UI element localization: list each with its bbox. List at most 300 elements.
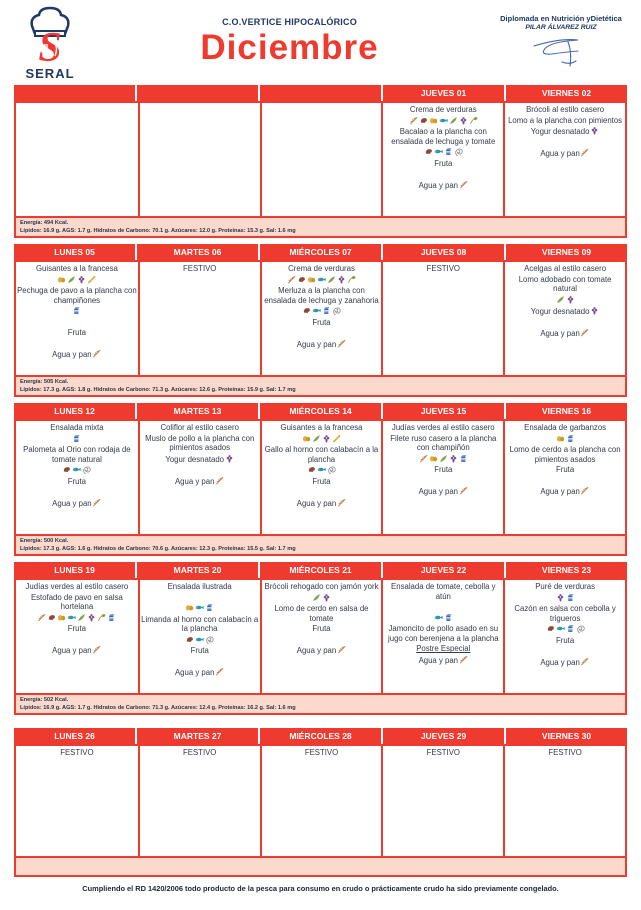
credential-line: Diplomada en Nutrición yDietética	[500, 14, 622, 23]
menu-line	[384, 602, 502, 612]
dish-text: Brócoli al estilo casero	[526, 105, 605, 114]
day-cell	[260, 746, 382, 856]
menu-line	[17, 264, 137, 274]
allergen-icon-row	[17, 306, 137, 317]
allergen-icon-row	[384, 147, 502, 158]
menu-line	[141, 264, 259, 274]
egg-icon	[57, 613, 66, 622]
menu-line	[506, 604, 624, 623]
menu-line	[506, 748, 624, 758]
day-cell-row	[14, 419, 627, 534]
gluten-icon	[92, 349, 101, 358]
menu-line	[141, 657, 259, 667]
nutrition-detail: Lípidos: 17.3 g. AGS: 1.8 g. Hidratos de Carbono: 71.3 g. Azúcares: 12.6 g. Proteínas: 15.9 g. Sal: 1.7 mg	[20, 386, 296, 393]
menu-line	[17, 349, 137, 360]
mollusc-icon	[332, 306, 341, 315]
menu-line	[506, 306, 624, 317]
day-header: JUEVES 01	[383, 85, 504, 101]
allergen-icon-row	[17, 613, 137, 624]
day-cell	[381, 262, 503, 375]
dish-text: Yogur desnatado	[530, 127, 590, 136]
menu-line	[141, 615, 259, 634]
dish-text: Fruta	[434, 158, 453, 168]
egg-icon	[307, 275, 316, 284]
crustacean-icon	[47, 613, 56, 622]
nutrition-energy: Energía: 494 Kcal.	[20, 220, 69, 226]
dish-text: Judías verdes al estilo casero	[25, 582, 129, 592]
dish-text: Guisantes a la francesa	[35, 264, 118, 274]
nutrition-energy: Energía: 500 Kcal.	[20, 538, 69, 545]
day-cell	[260, 421, 382, 534]
dish-text: Fruta	[434, 465, 453, 475]
crustacean-icon	[424, 147, 433, 156]
day-cell-row	[14, 744, 627, 856]
week-block	[14, 85, 627, 238]
allergen-icon-row	[506, 624, 624, 635]
sulfites-icon	[449, 454, 458, 463]
fish-icon	[195, 635, 204, 644]
menu-line	[17, 487, 137, 497]
dish-text: Fruta	[555, 465, 575, 475]
menu-line	[384, 476, 502, 486]
chef-hat-logo-icon	[12, 4, 90, 82]
celery-icon	[67, 275, 76, 284]
day-header-row	[14, 403, 627, 419]
day-header: JUEVES 29	[383, 728, 504, 744]
day-cell	[503, 103, 625, 216]
menu-line	[141, 476, 259, 487]
menu-line	[506, 116, 624, 126]
dish-text: Lomo de cerdo en salsa de tomate	[274, 604, 369, 623]
milk-icon	[72, 306, 81, 315]
gluten-icon	[337, 498, 346, 507]
day-cell	[138, 262, 260, 375]
day-cell	[503, 421, 625, 534]
allergen-icon-row	[17, 434, 137, 445]
menu-line	[17, 748, 137, 758]
day-cell	[381, 580, 503, 693]
nutrition-energy: Energía: 505 Kcal.	[20, 379, 69, 386]
milk-icon	[72, 434, 81, 443]
day-cell	[381, 103, 503, 216]
day-cell	[16, 580, 138, 693]
dish-text: Agua y pan	[418, 487, 459, 497]
day-cell-row	[14, 260, 627, 375]
day-header: MARTES 13	[137, 403, 258, 419]
allergen-icon-row	[384, 613, 502, 624]
day-cell	[503, 580, 625, 693]
day-cell	[381, 421, 503, 534]
signature	[481, 32, 641, 77]
gluten-icon	[215, 667, 224, 676]
dish-text: Agua y pan	[174, 476, 215, 486]
day-header-row	[14, 85, 627, 101]
menu-line	[263, 487, 381, 497]
sulfites-icon	[566, 295, 575, 304]
crustacean-icon	[302, 306, 311, 315]
day-cell	[16, 262, 138, 375]
menu-line	[384, 423, 502, 433]
dish-text: Agua y pan	[52, 350, 92, 360]
egg-icon	[429, 454, 438, 463]
menu-line	[506, 657, 624, 668]
sulfites-icon	[590, 306, 599, 315]
day-header: LUNES 19	[14, 562, 135, 578]
egg-icon	[302, 434, 311, 443]
week-block	[14, 728, 627, 877]
crustacean-icon	[297, 275, 306, 284]
mollusc-icon	[82, 465, 91, 474]
sulfites-icon	[225, 454, 234, 463]
allergen-icon-row	[263, 434, 381, 445]
mollusc-icon	[576, 624, 585, 633]
menu-line	[17, 635, 137, 645]
menu-line	[17, 477, 137, 487]
fish-icon	[434, 147, 443, 156]
menu-line	[263, 286, 381, 305]
mollusc-icon	[205, 635, 214, 644]
fish-icon	[312, 306, 321, 315]
menu-line	[506, 582, 624, 592]
dish-text: Agua y pan	[52, 646, 92, 656]
gluten-icon	[92, 645, 101, 654]
egg-icon	[556, 434, 565, 443]
day-header: JUEVES 08	[383, 244, 504, 260]
day-header: MIÉRCOLES 21	[260, 562, 381, 578]
menu-line	[263, 748, 381, 758]
mollusc-icon	[327, 465, 336, 474]
dish-text: Lomo adobado con tomate natural	[518, 274, 612, 294]
milk-icon	[566, 593, 575, 602]
dish-text: Lomo de cerdo a la plancha con pimientos asados	[509, 445, 621, 464]
soy-icon	[469, 116, 478, 125]
day-header: VIERNES 09	[506, 244, 627, 260]
day-cell	[16, 421, 138, 534]
egg-icon	[57, 275, 66, 284]
menu-line	[506, 646, 624, 656]
menu-line	[263, 624, 381, 634]
day-header	[137, 85, 258, 101]
sulfites-icon	[459, 116, 468, 125]
gluten-icon	[337, 339, 346, 348]
allergen-icon-row	[17, 275, 137, 286]
dish-text: Yogur desnatado	[165, 454, 225, 464]
week-block	[14, 562, 627, 715]
seral-logo	[0, 0, 98, 85]
nutrition-detail: Lípidos: 16.9 g. AGS: 1.7 g. Hidratos de Carbono: 71.3 g. Azúcares: 12.4 g. Proteínas: 16.2 g. Sal: 1.6 mg	[20, 704, 296, 711]
milk-icon	[566, 624, 575, 633]
sulfites-icon	[556, 593, 565, 602]
day-cell	[16, 746, 138, 856]
festivo-label: FESTIVO	[548, 748, 582, 758]
dish-text: Jamoncito de pollo asado en su jugo con berenjena a la plancha	[388, 624, 499, 643]
nutrition-bar	[14, 693, 627, 715]
menu-line	[263, 264, 381, 274]
dish-text: Yogur desnatado	[530, 307, 590, 317]
allergen-icon-row	[384, 116, 502, 127]
milk-icon	[459, 454, 468, 463]
menu-line	[141, 593, 259, 603]
dish-text: Agua y pan	[540, 329, 580, 339]
day-cell	[16, 103, 138, 216]
menu-line	[141, 454, 259, 465]
dish-text: Ensalada mixta	[50, 423, 104, 433]
dish-text: Crema de verduras	[409, 105, 477, 114]
dish-text: Agua y pan	[540, 149, 580, 158]
day-header: VIERNES 02	[506, 85, 627, 101]
menu-line	[506, 465, 624, 475]
dish-text: Fruta	[312, 317, 331, 327]
day-cell	[138, 103, 260, 216]
gluten-icon	[459, 655, 468, 664]
dish-text: Coliflor al estilo casero	[160, 423, 239, 433]
allergen-icon-row	[141, 635, 259, 646]
dish-text: Brócoli rehogado con jamón york	[264, 582, 379, 592]
dish-text: Judías verdes al estilo casero	[391, 423, 495, 433]
day-cell-row	[14, 101, 627, 216]
dish-text: Filete ruso casero a la plancha con champiñón	[390, 433, 497, 453]
day-cell	[260, 262, 382, 375]
dish-text: Agua y pan	[296, 498, 337, 508]
milk-icon	[566, 434, 575, 443]
day-header-row	[14, 244, 627, 260]
menu-line	[17, 328, 137, 338]
gluten-icon	[37, 613, 46, 622]
menu-line	[263, 645, 381, 656]
dish-text: Crema de verduras	[288, 264, 355, 274]
menu-line	[17, 498, 137, 509]
menu-line	[263, 582, 381, 592]
day-header: LUNES 12	[14, 403, 135, 419]
gluten-icon	[409, 116, 418, 125]
dish-text: Agua y pan	[540, 487, 580, 497]
allergen-icon-row	[506, 434, 624, 445]
crustacean-icon	[419, 116, 428, 125]
dish-text: Ensalada de tomate, cebolla y atún	[391, 582, 496, 601]
dish-text: Fruta	[67, 624, 86, 634]
menu-line	[141, 423, 259, 433]
day-header: MARTES 20	[137, 562, 258, 578]
gluten-icon	[580, 657, 589, 666]
celery-icon	[439, 454, 448, 463]
dish-text: Puré de verduras	[535, 582, 595, 592]
egg-icon	[185, 603, 194, 612]
menu-line	[17, 445, 137, 464]
day-header: MARTES 27	[137, 728, 258, 744]
crustacean-icon	[546, 624, 555, 633]
fish-icon	[556, 624, 565, 633]
festivo-label: FESTIVO	[304, 748, 339, 758]
day-header	[260, 85, 381, 101]
festivo-label: FESTIVO	[426, 264, 460, 274]
gluten-icon	[459, 180, 468, 189]
celery-icon	[449, 116, 458, 125]
gluten-icon	[459, 486, 468, 495]
menu-line	[263, 339, 381, 350]
menu-line	[263, 328, 381, 338]
month-title: Diciembre	[200, 28, 379, 67]
dish-text: Fruta	[312, 624, 331, 634]
gluten-icon	[92, 498, 101, 507]
dish-text: Fruta	[555, 635, 575, 645]
gluten-icon	[215, 476, 224, 485]
nutrition-detail: Lípidos: 17.3 g. AGS: 1.6 g. Hidratos de Carbono: 70.6 g. Azúcares: 12.3 g. Proteínas: 15.5 g. Sal: 1.7 mg	[20, 545, 296, 552]
dish-text: Ensalada ilustrada	[167, 582, 232, 592]
program-title: C.O.VERTICE HIPOCALÓRICO	[222, 17, 357, 27]
day-cell	[138, 421, 260, 534]
day-cell	[260, 580, 382, 693]
celery-icon	[77, 613, 86, 622]
dish-text: Agua y pan	[296, 339, 337, 349]
soy-icon	[97, 613, 106, 622]
menu-line	[506, 423, 624, 433]
day-header: VIERNES 16	[506, 403, 627, 419]
menu-line	[506, 328, 624, 339]
dish-text: Estofado de pavo en salsa hortelana	[30, 592, 123, 612]
allergen-icon-row	[506, 593, 624, 604]
day-cell	[503, 262, 625, 375]
fish-icon	[317, 275, 326, 284]
dish-text: Lomo a la plancha con pimientos	[508, 115, 623, 125]
menu-line	[141, 582, 259, 592]
menu-line	[506, 138, 624, 148]
mollusc-icon	[454, 147, 463, 156]
menu-line	[263, 477, 381, 487]
day-cell	[138, 580, 260, 693]
allergen-icon-row	[263, 465, 381, 476]
menu-line	[506, 476, 624, 486]
sulfites-icon	[322, 434, 331, 443]
soy-icon	[347, 275, 356, 284]
menu-line	[141, 434, 259, 453]
menu-line	[263, 318, 381, 328]
gluten-icon	[580, 148, 589, 157]
dish-text: Fruta	[67, 476, 86, 486]
allergen-icon-row	[263, 275, 381, 286]
menu-line	[384, 159, 502, 169]
mustard-icon	[87, 275, 96, 284]
dish-text: Fruta	[312, 476, 331, 486]
dish-text: Acelgas al estilo casero	[524, 264, 607, 274]
sulfites-icon	[87, 613, 96, 622]
nutrition-bar	[14, 856, 627, 877]
gluten-icon	[337, 645, 346, 654]
menu-line	[384, 624, 502, 643]
dish-text: Agua y pan	[174, 668, 215, 678]
day-cell	[260, 103, 382, 216]
fish-icon	[434, 613, 443, 622]
dish-text: Pechuga de pavo a la plancha con champiñones	[17, 286, 137, 305]
footer-note: Cumpliendo el RD 1420/2006 todo producto de la pesca para consumo en crudo o prácticamente crudo ha sido previamente congelado.	[82, 884, 559, 893]
gluten-icon	[580, 328, 589, 337]
day-header: JUEVES 15	[383, 403, 504, 419]
dish-text: Gallo al horno con calabacín a la plancha	[264, 445, 379, 464]
crustacean-icon	[62, 465, 71, 474]
sulfites-icon	[77, 275, 86, 284]
menu-line	[384, 465, 502, 475]
day-header: MARTES 06	[137, 244, 258, 260]
menu-line	[384, 105, 502, 115]
dish-text: Fruta	[67, 328, 86, 338]
dish-text: Agua y pan	[418, 180, 459, 190]
menu-line	[384, 264, 502, 274]
menu-line	[17, 645, 137, 656]
menu-line	[263, 445, 381, 464]
menu-line	[17, 593, 137, 612]
allergen-icon-row	[17, 465, 137, 476]
page-header	[0, 0, 641, 85]
dish-text: Limanda al horno con calabacín a la plancha	[141, 614, 259, 634]
menu-line	[384, 582, 502, 601]
day-header: VIERNES 30	[506, 728, 627, 744]
fish-icon	[72, 465, 81, 474]
allergen-icon-row	[506, 295, 624, 306]
sulfites-icon	[337, 275, 346, 284]
dish-text: Muslo de pollo a la plancha con pimientos asados	[145, 433, 255, 453]
gluten-icon	[580, 486, 589, 495]
sulfites-icon	[590, 126, 599, 135]
dish-text: Agua y pan	[296, 646, 337, 656]
allergen-icon-row	[263, 306, 381, 317]
menu-line	[263, 635, 381, 645]
day-header: MIÉRCOLES 28	[260, 728, 381, 744]
nutrition-energy: Energía: 502 Kcal.	[20, 697, 69, 704]
day-cell-row	[14, 578, 627, 693]
menu-line	[17, 423, 137, 433]
dish-text: Bacalao a la plancha con ensalada de lechuga y tomate	[391, 127, 496, 146]
day-cell	[381, 746, 503, 856]
menu-line	[384, 127, 502, 146]
menu-line	[384, 748, 502, 758]
dish-text: Agua y pan	[540, 657, 580, 667]
festivo-label: FESTIVO	[60, 748, 94, 758]
svg-text:S: S	[38, 25, 62, 71]
menu-line	[17, 286, 137, 305]
milk-icon	[107, 613, 116, 622]
nutrition-bar	[14, 216, 627, 238]
nutritionist-name: PILAR ÁLVAREZ RUIZ	[525, 24, 597, 31]
festivo-label: FESTIVO	[183, 264, 217, 274]
festivo-label: FESTIVO	[426, 748, 460, 758]
menu-line	[384, 655, 502, 666]
menu-line	[141, 667, 259, 678]
day-header: LUNES 26	[14, 728, 135, 744]
menu-line	[506, 264, 624, 274]
dish-text: Ensalada de garbanzos	[524, 423, 607, 433]
day-header: JUEVES 22	[383, 562, 504, 578]
fish-icon	[195, 603, 204, 612]
day-header	[14, 85, 135, 101]
crustacean-icon	[185, 635, 194, 644]
menu-line	[506, 445, 624, 464]
mustard-icon	[332, 434, 341, 443]
menu-line	[506, 275, 624, 294]
menu-line	[141, 646, 259, 656]
menu-line	[263, 423, 381, 433]
allergen-icon-row	[384, 454, 502, 465]
week-block	[14, 244, 627, 397]
milk-icon	[444, 147, 453, 156]
dish-text: Fruta	[190, 646, 209, 656]
menu-line	[17, 339, 137, 349]
fish-icon	[439, 116, 448, 125]
allergen-icon-row	[263, 593, 381, 604]
dish-text: Agua y pan	[52, 498, 92, 508]
allergen-icon-row	[141, 603, 259, 614]
gluten-icon	[419, 454, 428, 463]
day-cell	[138, 746, 260, 856]
celery-icon	[312, 593, 321, 602]
